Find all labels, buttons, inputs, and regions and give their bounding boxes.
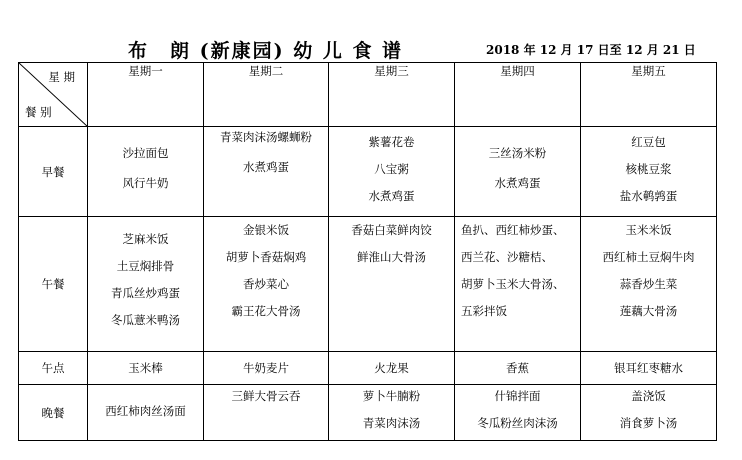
dish-item: 冬瓜粉丝肉沫汤 <box>477 416 558 430</box>
dish-list <box>88 217 203 328</box>
dish-item: 蒜香炒生菜 <box>619 277 678 291</box>
dish-item: 芝麻米饭 <box>122 232 169 246</box>
snack-thu-cell <box>455 352 581 385</box>
dish-item: 鲜淮山大骨汤 <box>357 250 426 264</box>
dish-list <box>329 385 454 431</box>
breakfast-meal-label: 早餐 <box>19 127 88 217</box>
dish-item: 水煮鸡蛋 <box>494 176 541 190</box>
dish-item: 香炒菜心 <box>243 277 289 291</box>
dish-item: 牛奶麦片 <box>243 361 289 375</box>
dish-item: 八宝粥 <box>374 162 409 176</box>
dish-item: 胡萝卜香菇焖鸡 <box>225 250 307 264</box>
menu-title-bar <box>0 36 742 62</box>
breakfast-fri-cell <box>581 127 717 217</box>
dinner-mon-cell <box>88 385 204 441</box>
dish-item: 萝卜牛腩粉 <box>362 389 421 403</box>
lunch-thu-cell <box>455 217 581 352</box>
dish-item: 五彩拌饭 <box>461 304 507 318</box>
dish-list <box>329 127 454 204</box>
lunch-fri-cell <box>581 217 717 352</box>
dish-list <box>204 352 328 376</box>
lunch-mon-cell <box>88 217 204 352</box>
breakfast-wed-cell <box>329 127 455 217</box>
corner-header-cell <box>19 63 88 127</box>
dish-list <box>455 385 580 431</box>
dish-item: 沙拉面包 <box>122 146 169 160</box>
dish-list <box>581 217 716 319</box>
menu-title: 布 朗 (新康园) 幼 儿 食 谱 <box>128 40 404 62</box>
dish-item: 香蕉 <box>506 361 529 375</box>
snack-mon-cell <box>88 352 204 385</box>
dish-item: 西红柿土豆焖牛肉 <box>602 250 695 264</box>
dish-item: 莲藕大骨汤 <box>619 304 678 318</box>
dish-list <box>455 352 580 376</box>
dish-list <box>455 127 580 191</box>
dish-item: 玉米棒 <box>128 361 163 375</box>
dish-item: 盖浇饭 <box>631 389 666 403</box>
dish-item: 冬瓜薏米鸭汤 <box>111 313 180 327</box>
dish-item: 青菜肉沫汤 <box>362 416 421 430</box>
dinner-wed-cell <box>329 385 455 441</box>
dish-item: 香菇白菜鲜肉饺 <box>351 223 432 237</box>
snack-meal-label: 午点 <box>19 352 88 385</box>
dish-item: 西红柿肉丝汤面 <box>105 404 186 418</box>
breakfast-thu-cell <box>455 127 581 217</box>
dinner-thu-cell <box>455 385 581 441</box>
lunch-meal-label: 午餐 <box>19 217 88 352</box>
dinner-fri-cell <box>581 385 717 441</box>
menu-date-range: 2018 年 12 月 17 日至 12 月 21 日 <box>486 43 696 57</box>
dish-item: 风行牛奶 <box>122 176 169 190</box>
weekday-axis-label: 星 期 <box>48 70 75 84</box>
dish-list <box>455 217 580 319</box>
dish-list <box>88 127 203 191</box>
dish-list <box>329 217 454 265</box>
breakfast-row <box>19 127 717 217</box>
dish-item: 西兰花、沙糖桔、 <box>461 250 553 264</box>
dish-item: 土豆焖排骨 <box>116 259 175 273</box>
dish-list <box>88 385 203 419</box>
day-header-thu: 星期四 <box>455 63 581 127</box>
dish-item: 胡萝卜玉米大骨汤、 <box>461 277 565 291</box>
dish-item: 青菜肉沫汤螺蛳粉 <box>220 130 312 144</box>
day-header-wed: 星期三 <box>329 63 455 127</box>
dish-item: 紫薯花卷 <box>368 135 415 149</box>
day-header-fri: 星期五 <box>581 63 717 127</box>
dish-list <box>204 127 328 175</box>
day-header-tue: 星期二 <box>204 63 329 127</box>
dish-list <box>88 352 203 376</box>
dish-item: 红豆包 <box>631 135 666 149</box>
dish-item: 火龙果 <box>374 361 409 375</box>
day-header-mon: 星期一 <box>88 63 204 127</box>
dinner-row <box>19 385 717 441</box>
breakfast-tue-cell <box>204 127 329 217</box>
snack-tue-cell <box>204 352 329 385</box>
dish-item: 鱼扒、西红柿炒蛋、 <box>461 223 565 237</box>
dish-item: 青瓜丝炒鸡蛋 <box>111 286 180 300</box>
dish-item: 盐水鹌鹑蛋 <box>619 189 678 203</box>
dish-item: 三丝汤米粉 <box>488 146 547 160</box>
dish-list <box>329 352 454 376</box>
dinner-tue-cell <box>204 385 329 441</box>
header-row <box>19 63 717 127</box>
dish-list <box>581 127 716 204</box>
dish-item: 水煮鸡蛋 <box>243 160 289 174</box>
dish-list <box>204 217 328 319</box>
snack-wed-cell <box>329 352 455 385</box>
dish-item: 三鲜大骨云吞 <box>231 389 301 403</box>
lunch-wed-cell <box>329 217 455 352</box>
dish-item: 金银米饭 <box>243 223 289 237</box>
dish-item: 玉米米饭 <box>625 223 672 237</box>
weekly-menu-table <box>18 62 717 441</box>
dish-item: 霸王花大骨汤 <box>231 304 301 318</box>
lunch-row <box>19 217 717 352</box>
lunch-tue-cell <box>204 217 329 352</box>
dish-list <box>204 385 328 404</box>
snack-fri-cell <box>581 352 717 385</box>
dish-item: 银耳红枣糖水 <box>614 361 683 375</box>
snack-row <box>19 352 717 385</box>
dish-list <box>581 352 716 376</box>
breakfast-mon-cell <box>88 127 204 217</box>
dish-list <box>581 385 716 431</box>
dish-item: 核桃豆浆 <box>625 162 672 176</box>
dish-item: 消食萝卜汤 <box>619 416 678 430</box>
dinner-meal-label: 晚餐 <box>19 385 88 441</box>
meal-axis-label: 餐 别 <box>25 105 52 119</box>
dish-item: 水煮鸡蛋 <box>368 189 415 203</box>
dish-item: 什锦拌面 <box>494 389 541 403</box>
